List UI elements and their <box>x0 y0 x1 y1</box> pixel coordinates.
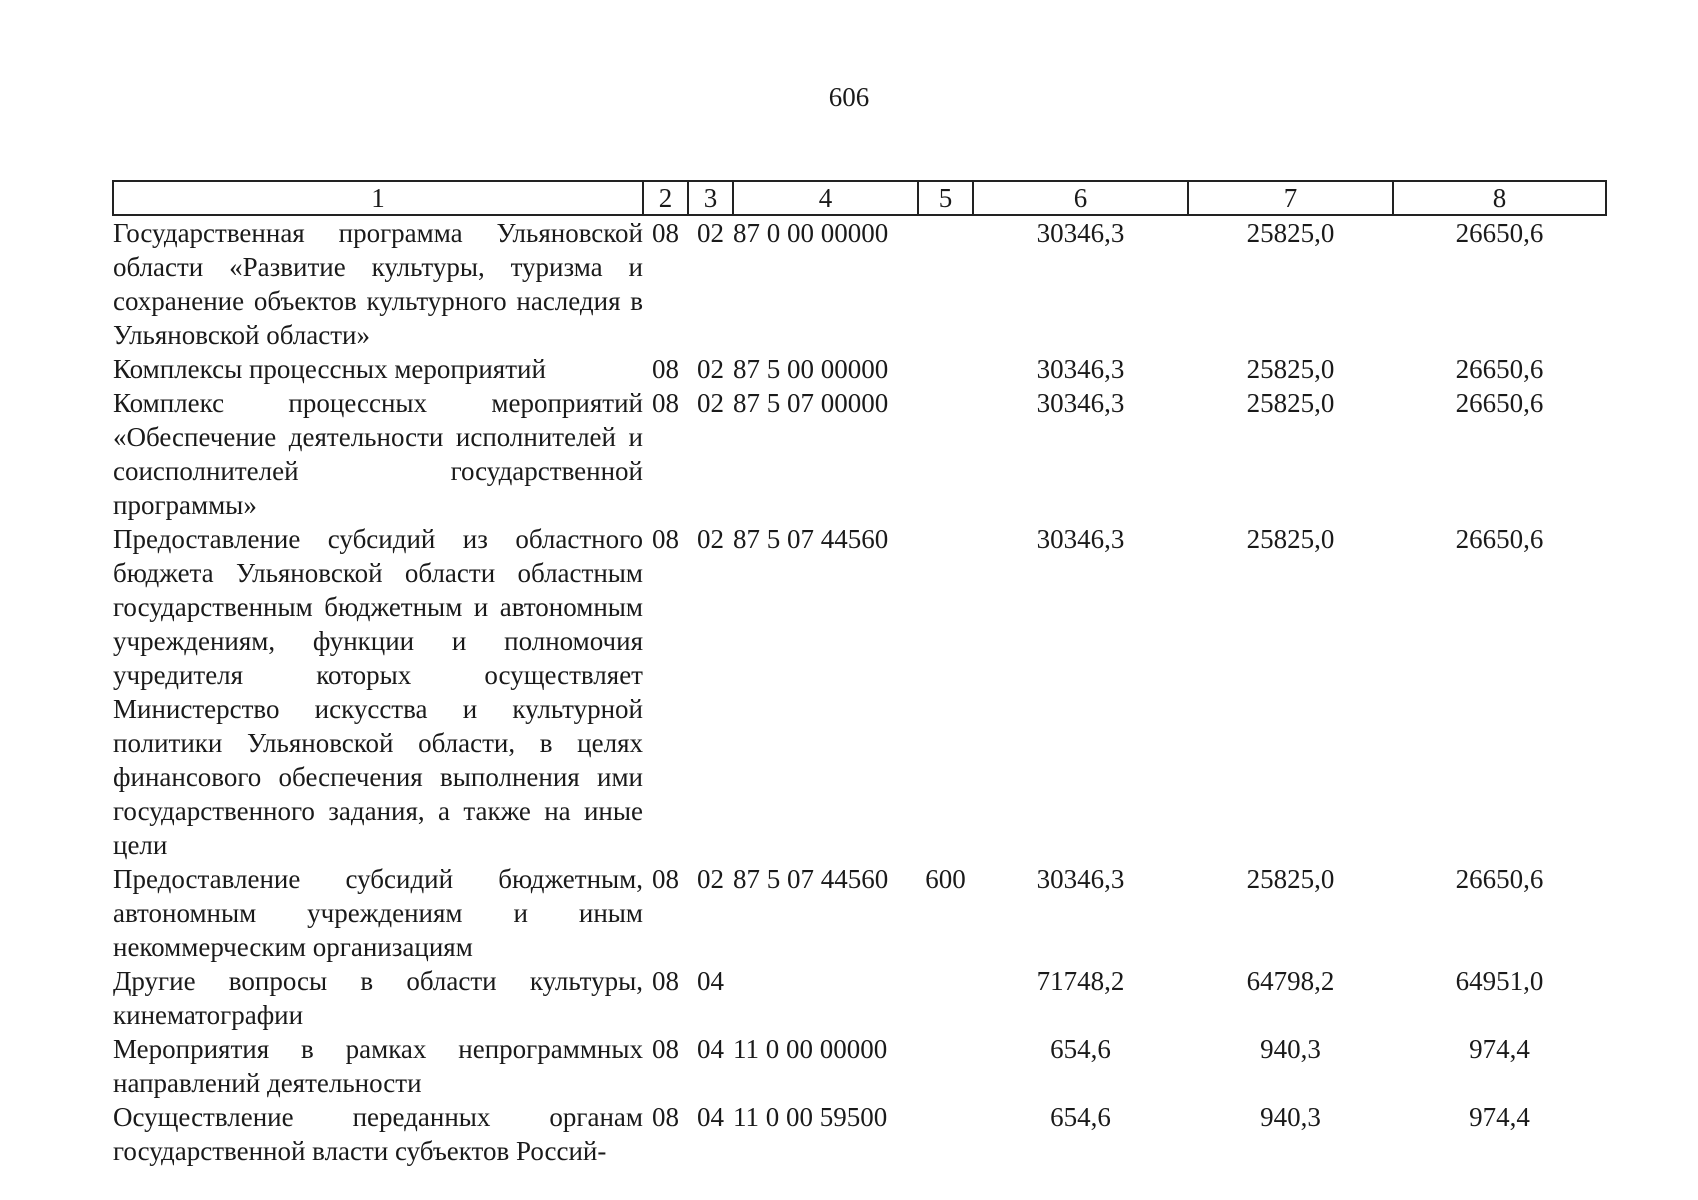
page-number: 606 <box>828 82 870 112</box>
row-value-6: 654,6 <box>1050 1034 1111 1064</box>
row-subsection: 02 <box>697 388 724 418</box>
row-target-code: 87 5 07 00000 <box>733 388 889 418</box>
header-col-6: 6 <box>973 181 1188 215</box>
row-value-7: 64798,2 <box>1246 966 1335 996</box>
row-subsection: 02 <box>697 218 724 248</box>
table-row <box>113 1100 1606 1168</box>
row-value-7: 25825,0 <box>1246 218 1335 248</box>
row-section: 08 <box>652 388 679 418</box>
header-col-1: 1 <box>113 181 643 215</box>
row-section: 08 <box>652 864 679 894</box>
row-expense-type <box>918 964 973 1032</box>
row-value-6: 30346,3 <box>1036 524 1125 554</box>
table-row <box>113 1032 1606 1100</box>
row-subsection: 04 <box>697 1034 724 1064</box>
row-value-6: 30346,3 <box>1036 388 1125 418</box>
header-col-8: 8 <box>1393 181 1606 215</box>
row-value-8: 26650,6 <box>1455 524 1544 554</box>
row-value-8: 974,4 <box>1469 1102 1530 1132</box>
row-value-7: 25825,0 <box>1246 388 1335 418</box>
row-target-code <box>733 964 918 1032</box>
row-expense-type: 600 <box>925 864 966 894</box>
row-value-6: 30346,3 <box>1036 864 1125 894</box>
row-expense-type <box>918 352 973 386</box>
header-col-2: 2 <box>643 181 688 215</box>
row-section: 08 <box>652 524 679 554</box>
table-row <box>113 862 1606 964</box>
row-value-7: 940,3 <box>1260 1034 1321 1064</box>
row-value-7: 940,3 <box>1260 1102 1321 1132</box>
header-col-5: 5 <box>918 181 973 215</box>
row-value-8: 64951,0 <box>1455 966 1544 996</box>
row-section: 08 <box>652 966 679 996</box>
row-expense-type <box>918 1100 973 1168</box>
table-row <box>113 522 1606 862</box>
row-name: Осуществление переданных органам государственной власти субъектов Россий- <box>113 1102 643 1166</box>
row-subsection: 02 <box>697 524 724 554</box>
row-name: Другие вопросы в области культуры, кинематографии <box>113 966 643 1030</box>
row-value-8: 974,4 <box>1469 1034 1530 1064</box>
table-row <box>113 386 1606 522</box>
row-expense-type <box>918 386 973 522</box>
row-target-code: 87 5 07 44560 <box>733 524 889 554</box>
row-target-code: 87 5 07 44560 <box>733 864 889 894</box>
row-value-7: 25825,0 <box>1246 864 1335 894</box>
row-name: Предоставление субсидий бюджетным, автономным учреждениям и иным некоммерческим организациям <box>113 864 643 962</box>
row-value-8: 26650,6 <box>1455 388 1544 418</box>
budget-table <box>112 180 1607 1168</box>
table-row <box>113 352 1606 386</box>
row-value-8: 26650,6 <box>1455 218 1544 248</box>
row-name: Государственная программа Ульяновской области «Развитие культуры, туризма и сохранение объектов культурного наследия в Ульяновской области» <box>113 218 643 350</box>
row-value-7: 25825,0 <box>1246 354 1335 384</box>
row-name: Предоставление субсидий из областного бюджета Ульяновской области областным государственным бюджетным и автономным учреждениям, функции и полномочия учредителя которых осуществляет Министерство искусства и культурной политики Ульяновской области, в целях финансового обеспечения выполнения ими государственного задания, а также на иные цели <box>113 524 643 860</box>
row-expense-type <box>918 1032 973 1100</box>
row-section: 08 <box>652 354 679 384</box>
row-expense-type <box>918 215 973 352</box>
row-value-8: 26650,6 <box>1455 354 1544 384</box>
header-col-4: 4 <box>733 181 918 215</box>
row-target-code: 87 5 00 00000 <box>733 354 889 384</box>
table-row <box>113 215 1606 352</box>
row-target-code: 87 0 00 00000 <box>733 218 889 248</box>
row-value-6: 30346,3 <box>1036 354 1125 384</box>
table-row <box>113 964 1606 1032</box>
row-value-8: 26650,6 <box>1455 864 1544 894</box>
row-name: Мероприятия в рамках непрограммных направлений деятельности <box>113 1034 643 1098</box>
row-section: 08 <box>652 218 679 248</box>
row-subsection: 04 <box>697 966 724 996</box>
row-subsection: 02 <box>697 354 724 384</box>
row-expense-type <box>918 522 973 862</box>
row-target-code: 11 0 00 59500 <box>733 1102 888 1132</box>
row-target-code: 11 0 00 00000 <box>733 1034 888 1064</box>
row-subsection: 02 <box>697 864 724 894</box>
row-section: 08 <box>652 1102 679 1132</box>
row-value-6: 30346,3 <box>1036 218 1125 248</box>
row-value-6: 654,6 <box>1050 1102 1111 1132</box>
row-section: 08 <box>652 1034 679 1064</box>
row-subsection: 04 <box>697 1102 724 1132</box>
row-name: Комплексы процессных мероприятий <box>113 354 546 384</box>
header-col-7: 7 <box>1188 181 1393 215</box>
row-value-6: 71748,2 <box>1036 966 1125 996</box>
header-row <box>113 181 1606 215</box>
header-col-3: 3 <box>688 181 733 215</box>
row-name: Комплекс процессных мероприятий «Обеспечение деятельности исполнителей и соисполнителей государственной программы» <box>113 388 643 520</box>
row-value-7: 25825,0 <box>1246 524 1335 554</box>
